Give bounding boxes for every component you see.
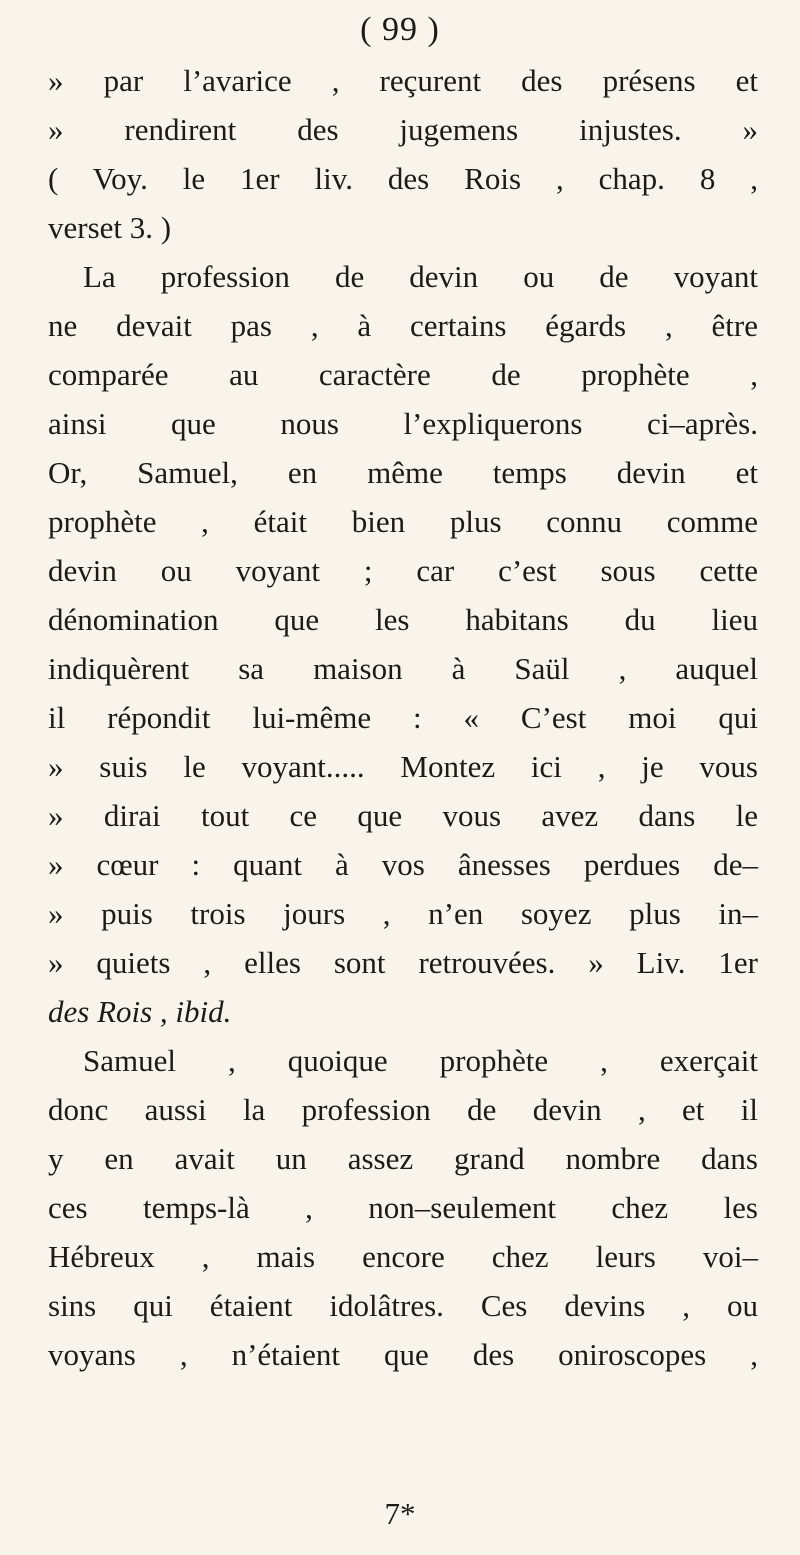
text-line-27: voyans , n’étaient que des oniroscopes , xyxy=(48,1337,758,1372)
text-line-7: comparée au caractère de prophète , xyxy=(48,357,758,392)
signature-mark: 7* xyxy=(384,1496,416,1531)
text-line-3: ( Voy. le 1er liv. des Rois , chap. 8 , xyxy=(48,161,758,196)
text-line-15: » suis le voyant..... Montez ici , je vous xyxy=(48,749,758,784)
text-line-16: » dirai tout ce que vous avez dans le xyxy=(48,798,758,833)
text-line-9: Or, Samuel, en même temps devin et xyxy=(48,455,758,490)
page-number: ( 99 ) xyxy=(360,11,440,48)
text-line-11: devin ou voyant ; car c’est sous cette xyxy=(48,553,758,588)
text-line-25: Hébreux , mais encore chez leurs voi– xyxy=(48,1239,758,1274)
text-line-4: verset 3. ) xyxy=(48,210,172,245)
text-line-17: » cœur : quant à vos ânesses perdues de– xyxy=(48,847,758,882)
text-line-12: dénomination que les habitans du lieu xyxy=(48,602,758,637)
text-line-14: il répondit lui-même : « C’est moi qui xyxy=(48,700,758,735)
text-line-22: donc aussi la profession de devin , et il xyxy=(48,1092,758,1127)
text-line-8: ainsi que nous l’expliquerons ci–après. xyxy=(48,406,758,441)
text-line-19: » quiets , elles sont retrouvées. » Liv. 1er xyxy=(48,945,758,980)
body-text xyxy=(48,56,758,1379)
text-line-1: » par l’avarice , reçurent des présens et xyxy=(48,63,758,98)
text-line-20: des Rois , ibid. xyxy=(48,994,232,1029)
text-line-24: ces temps-là , non–seulement chez les xyxy=(48,1190,758,1225)
text-line-21: Samuel , quoique prophète , exerçait xyxy=(83,1043,758,1078)
text-line-26: sins qui étaient idolâtres. Ces devins , ou xyxy=(48,1288,758,1323)
text-line-5: La profession de devin ou de voyant xyxy=(83,259,758,294)
text-line-6: ne devait pas , à certains égards , être xyxy=(48,308,758,343)
text-line-13: indiquèrent sa maison à Saül , auquel xyxy=(48,651,758,686)
text-line-23: y en avait un assez grand nombre dans xyxy=(48,1141,758,1176)
text-line-18: » puis trois jours , n’en soyez plus in– xyxy=(48,896,758,931)
text-line-10: prophète , était bien plus connu comme xyxy=(48,504,758,539)
text-line-2: » rendirent des jugemens injustes. » xyxy=(48,112,758,147)
